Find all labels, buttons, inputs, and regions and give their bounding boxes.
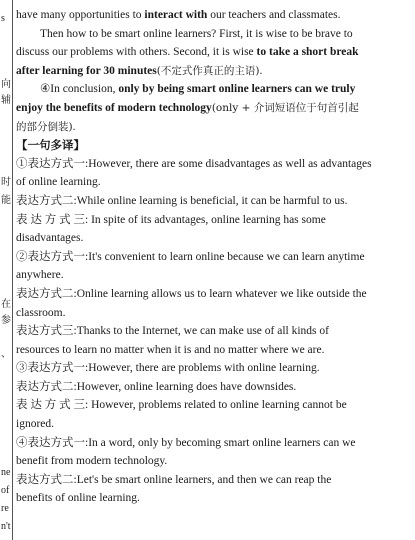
bold-phrase: enjoy the benefits of modern technology [16,101,212,114]
gutter-char: n't [1,521,11,532]
gutter-char: of [1,485,10,496]
translation-line: ④表达方式一:In a word, only by becoming smart online learners can we [16,436,356,449]
translation-line: resources to learn no matter when it is and no matter where we are. [16,343,325,356]
text-line: after learning for 30 minutes(不定式作真正的主语). [16,64,263,77]
translation-line: of online learning. [16,176,101,189]
translation-line: 表 达 方 式 三: In spite of its advantages, online learning has some [16,213,326,226]
left-margin-fragments [0,0,13,540]
document-body [16,6,410,508]
translation-line: 表 达 方 式 三: However, problems related to online learning cannot be [16,399,347,412]
translation-line: ①表达方式一:However, there are some disadvantages as well as advantages [16,157,372,170]
grammar-note: (不定式作真正的主语) [156,64,260,77]
text-line: Then how to be smart online learners? First, it is wise to be brave to [40,27,353,40]
text-line: 的部分倒装). [16,120,76,133]
bold-phrase: only by being smart online learners can we truly [118,83,356,96]
bold-phrase: after learning for 30 minutes [16,64,157,77]
translation-line: 表达方式三:Thanks to the Internet, we can make use of all kinds of [16,325,329,338]
grammar-note: (only + 介词短语位于句首引起 [211,101,359,114]
gutter-char: s [1,13,5,24]
gutter-char: 、 [1,349,11,360]
gutter-char: ne [1,467,11,478]
translation-line: ignored. [16,418,55,431]
gutter-char: 时 [1,177,11,188]
translation-line: 表达方式二:However, online learning does have downsides. [16,380,297,393]
gutter-char: 能 [1,195,11,206]
gutter-char: re [1,503,9,514]
translation-line: benefit from modern technology. [16,455,168,468]
gutter-char: 辅 [1,95,11,106]
translation-line: ②表达方式一:It's convenient to learn online because we can learn anytime [16,250,365,263]
bold-phrase: to take a short break [256,46,359,59]
grammar-note: 的部分倒装) [16,120,73,133]
translation-line: 表达方式二:Online learning allows us to learn whatever we like outside the [16,287,367,300]
text-line: have many opportunities to interact with our teachers and classmates. [16,9,341,21]
translation-line: 表达方式二:While online learning is beneficial, it can be harmful to us. [16,194,348,207]
translation-line: ③表达方式一:However, there are problems with online learning. [16,362,320,375]
gutter-char: 在 [1,299,11,310]
translation-line: 表达方式二:Let's be smart online learners, and then we can reap the [16,473,332,486]
gutter-char: 向 [1,79,11,90]
section-heading: 【一句多译】 [16,138,85,153]
translation-line: benefits of online learning. [16,492,140,505]
translation-line: disadvantages. [16,232,84,245]
gutter-char: 参 [1,315,11,326]
translation-line: anywhere. [16,269,64,282]
bold-phrase: interact with [144,9,208,21]
text-line: ④In conclusion, only by being smart online learners can we truly [40,83,356,96]
translation-line: classroom. [16,306,66,319]
text-line [16,99,410,118]
text-line: discuss our problems with others. Second, it is wise to take a short break [16,46,359,59]
